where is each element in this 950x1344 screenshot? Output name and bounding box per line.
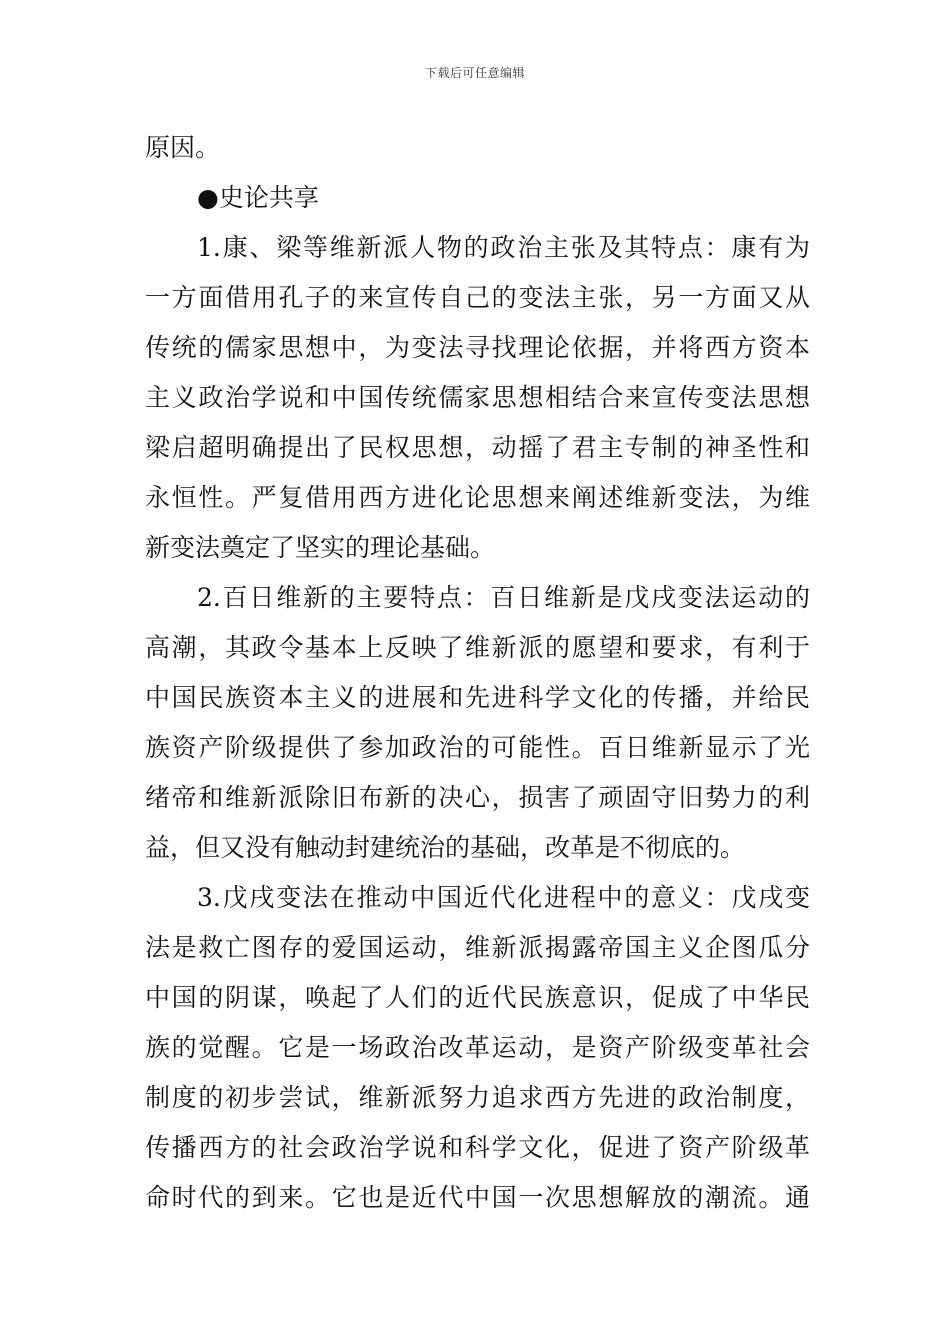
text-line: 制度的初步尝试，维新派努力追求西方先进的政治制度， bbox=[145, 1083, 810, 1112]
text-line: 中国民族资本主义的进展和先进科学文化的传播，并给民 bbox=[145, 683, 810, 712]
text-line: 传统的儒家思想中，为变法寻找理论依据，并将西方资本 bbox=[145, 333, 810, 362]
text-line: 益，但又没有触动封建统治的基础，改革是不彻底的。 bbox=[145, 833, 746, 862]
text-line: 法是救亡图存的爱国运动，维新派揭露帝国主义企图瓜分 bbox=[145, 933, 810, 962]
text-line: 3.戊戌变法在推动中国近代化进程中的意义：戊戌变 bbox=[197, 883, 810, 912]
text-line: 传播西方的社会政治学说和科学文化，促进了资产阶级革 bbox=[145, 1133, 810, 1162]
text-line: 梁启超明确提出了民权思想，动摇了君主专制的神圣性和 bbox=[145, 433, 810, 462]
text-line: 族的觉醒。它是一场政治改革运动，是资产阶级变革社会 bbox=[145, 1033, 810, 1062]
page-header: 下载后可任意编辑 bbox=[424, 66, 525, 80]
text-line: 1.康、梁等维新派人物的政治主张及其特点：康有为 bbox=[197, 233, 810, 262]
text-line: 命时代的到来。它也是近代中国一次思想解放的潮流。通 bbox=[145, 1183, 810, 1212]
text-line: 高潮，其政令基本上反映了维新派的愿望和要求，有利于 bbox=[145, 633, 810, 662]
text-line: 族资产阶级提供了参加政治的可能性。百日维新显示了光 bbox=[145, 733, 810, 762]
text-line: 原因。 bbox=[145, 133, 221, 162]
text-line: 永恒性。严复借用西方进化论思想来阐述维新变法，为维 bbox=[145, 483, 810, 512]
text-line: 新变法奠定了坚实的理论基础。 bbox=[145, 533, 496, 562]
text-line: 一方面借用孔子的来宣传自己的变法主张，另一方面又从 bbox=[145, 283, 810, 312]
text-line: 中国的阴谋，唤起了人们的近代民族意识，促成了中华民 bbox=[145, 983, 810, 1012]
text-line: 绪帝和维新派除旧布新的决心，损害了顽固守旧势力的利 bbox=[145, 783, 810, 812]
text-line: 2.百日维新的主要特点：百日维新是戊戌变法运动的 bbox=[197, 583, 810, 612]
section-heading: ●史论共享 bbox=[197, 183, 319, 212]
text-line: 主义政治学说和中国传统儒家思想相结合来宣传变法思想 bbox=[145, 383, 810, 412]
